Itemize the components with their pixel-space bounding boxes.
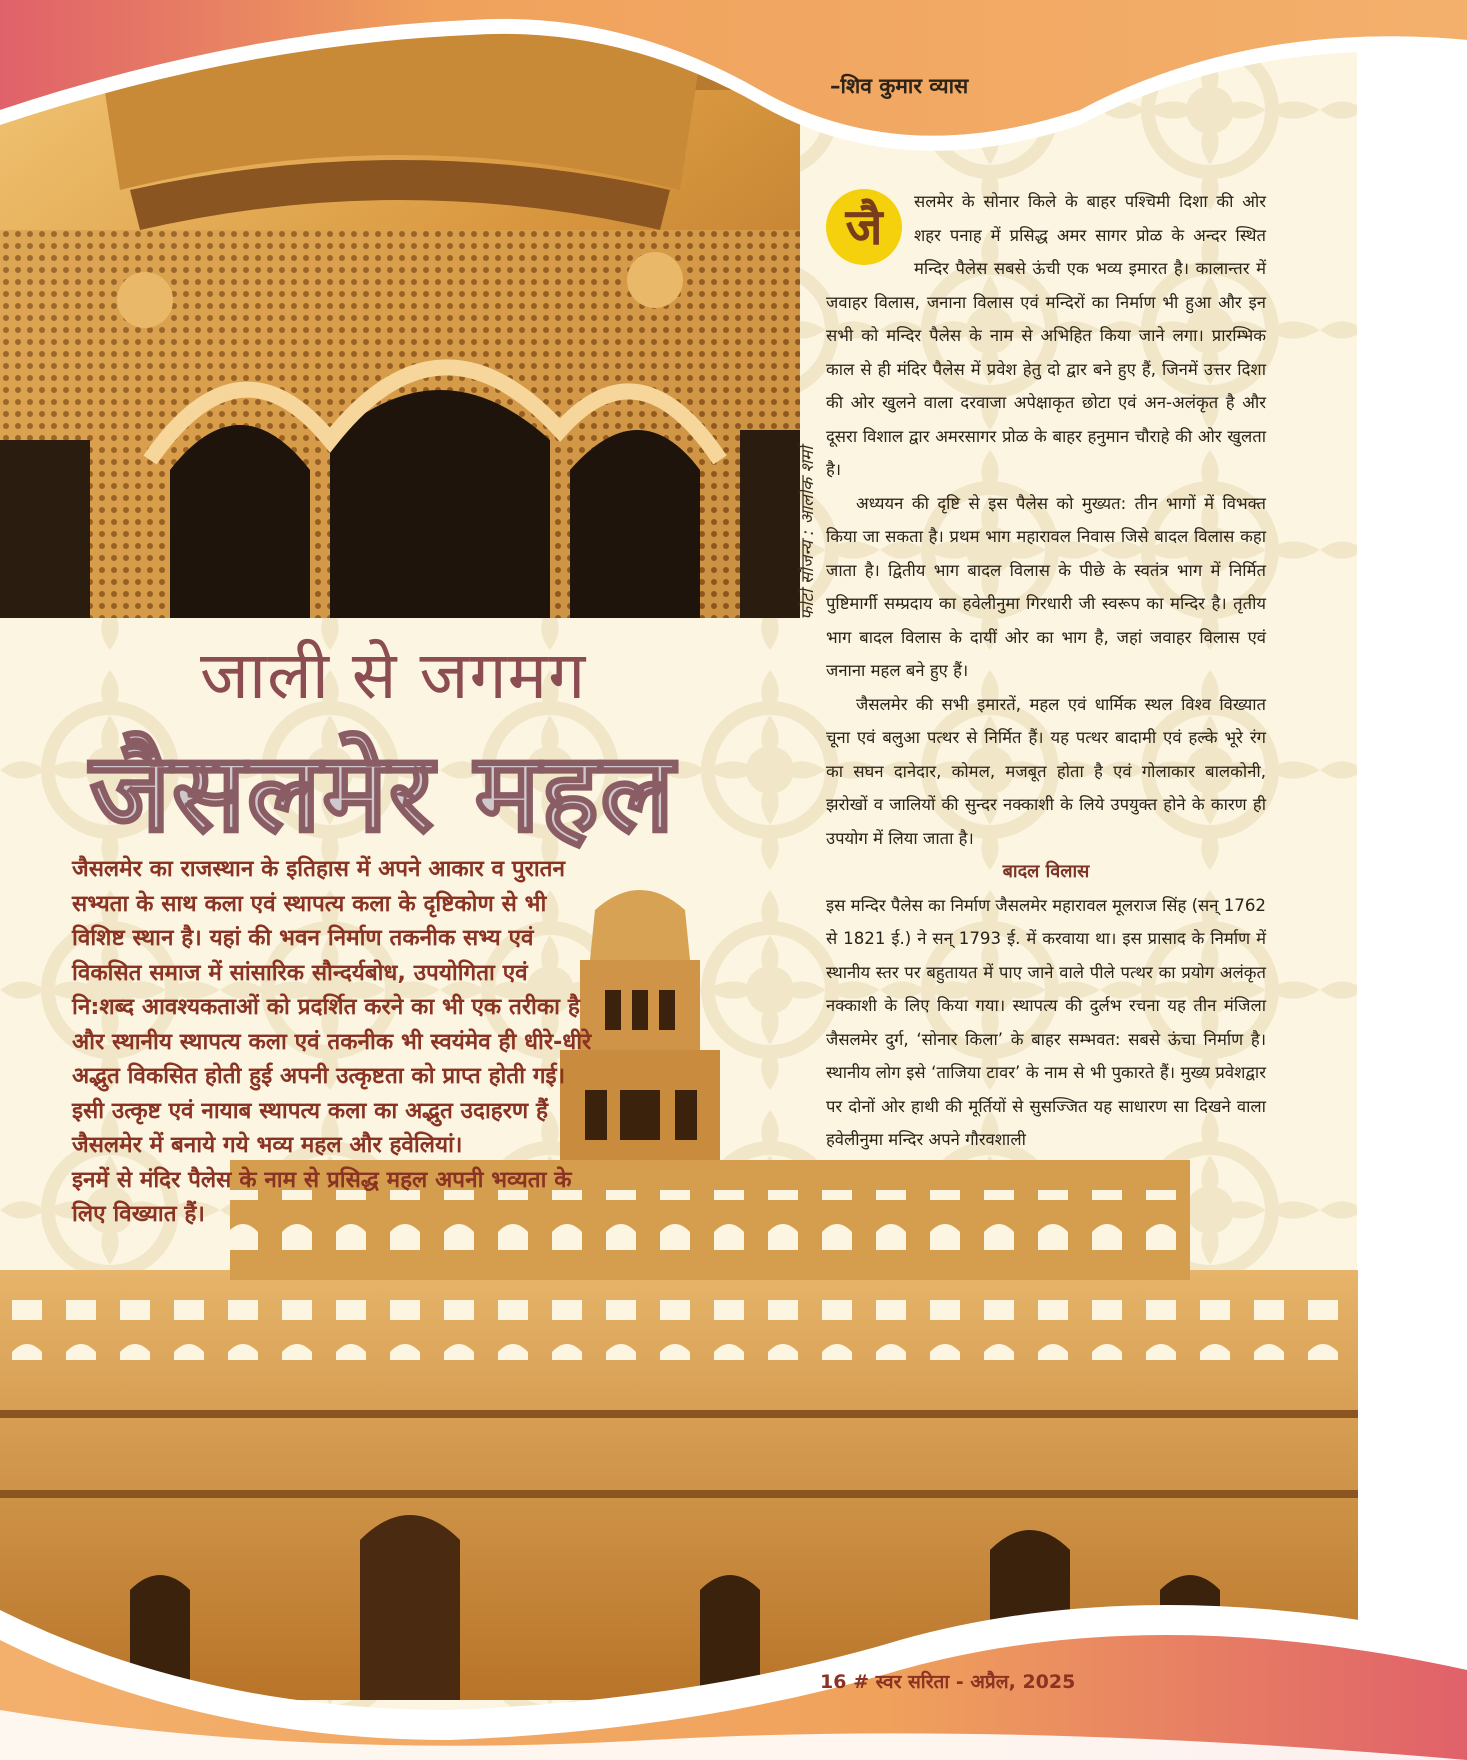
article-paragraph-1: सलमेर के सोनार किले के बाहर पश्चिमी दिशा की ओर शहर पनाह में प्रसिद्ध अमर सागर प्रोळ के अन्दर स्थित मन्दिर पैलेस सबसे ऊंची एक भव्य इमारत है। कालान्तर में जवाहर विलास, जनाना विलास एवं मन्दिरों का निर्माण भी हुआ और इन सभी को मन्दिर पैलेस के नाम से अभिहित किया जाने लगा। प्रारम्भिक काल से ही मंदिर पैलेस में प्रवेश हेतु दो द्वार बने हुए हैं, जिनमें उत्तर दिशा की ओर खुलने वाला दरवाजा अपेक्षाकृत छोटा एवं अन-अलंकृत है और दूसरा विशाल द्वार अमरसागर प्रोळ के बाहर हनुमान चौराहे की ओर खुलता है। [826, 192, 1266, 479]
bottom-decorative-wave [0, 1560, 1467, 1760]
article-paragraph-2: अध्ययन की दृष्टि से इस पैलेस को मुख्यत: तीन भागों में विभक्त किया जा सकता है। प्रथम भाग महारावल निवास जिसे बादल विलास कहा जाता है। द्वितीय भाग बादल विलास के पीछे के स्वतंत्र भाग में निर्मित पुष्टिमार्गी सम्प्रदाय का हवेलीनुमा गिरधारी जी स्वरूप का मन्दिर है। तृतीय भाग बादल विलास के दायीं ओर का भाग है, जहां जवाहर विलास एवं जनाना महल बने हुए हैं। [826, 493, 1266, 680]
issue-date: अप्रैल, 2025 [970, 1671, 1076, 1693]
footer-separator: # [853, 1671, 869, 1693]
author-byline: –शिव कुमार व्यास [830, 74, 969, 98]
article-body [826, 185, 1266, 1157]
article-paragraph-3: जैसलमेर की सभी इमारतें, महल एवं धार्मिक स्थल विश्व विख्यात चूना एवं बलुआ पत्थर से निर्मित हैं। यह पत्थर बादामी एवं हल्के भूरे रंग का सघन दानेदार, कोमल, मजबूत होता है एवं गोलाकार बालकोनी, झरोखों व जालियों की सुन्दर नक्काशी के लिये उपयुक्त होने के कारण ही उपयोग में लिया जाता है। [826, 694, 1266, 848]
section-subheading: बादल विलास [1002, 861, 1090, 882]
top-decorative-wave [0, 0, 1467, 170]
intro-paragraph: जैसलमेर का राजस्थान के इतिहास में अपने आकार व पुरातन सभ्यता के साथ कला एवं स्थापत्य कला के दृष्टिकोण से भी विशिष्ट स्थान है। यहां की भवन निर्माण तकनीक सभ्य एवं विकसित समाज में सांसारिक सौन्दर्यबोध, उपयोगिता एवं नि:शब्द आवश्यकताओं को प्रदर्शित करने का भी एक तरीका है और स्थानीय स्थापत्य कला एवं तकनीक भी स्वयंमेव ही धीरे-धीरे अद्भुत विकसित होती हुई अपनी उत्कृष्टता को प्राप्त होती गई। इसी उत्कृष्ट एवं नायाब स्थापत्य कला का अद्भुत उदाहरण हैं जैसलमेर में बनाये गये भव्य महल और हवेलियां। [72, 856, 592, 1158]
white-margin-strip [1357, 0, 1467, 1760]
intro-text [72, 852, 592, 1232]
drop-cap: जै [826, 189, 902, 265]
magazine-name: स्वर सरिता [875, 1671, 950, 1693]
intro-paragraph: इनमें से मंदिर पैलेस के नाम से प्रसिद्ध महल अपनी भव्यता के लिए विख्यात हैं। [72, 1166, 572, 1227]
page-footer [820, 1668, 1075, 1694]
title-line-1: जाली से जगमग [200, 637, 587, 714]
photo-credit: फोटो सौजन्य : आलोक शर्मा [798, 446, 818, 620]
title-line-2: जैसलमेर महल [90, 731, 676, 856]
footer-dash: - [955, 1671, 964, 1693]
article-paragraph-4: इस मन्दिर पैलेस का निर्माण जैसलमेर महारावल मूलराज सिंह (सन् 1762 से 1821 ई.) ने सन् 1793 ई. में करवाया था। इस प्रासाद के निर्माण में स्थानीय स्तर पर बहुतायत में पाए जाने वाले पीले पत्थर का प्रयोग अलंकृत नक्काशी के लिए किया गया। स्थापत्य की दुर्लभ रचना यह तीन मंजिला जैसलमेर दुर्ग, ‘सोनार किला’ के बाहर सम्भवत: सबसे ऊंचा निर्माण है। स्थानीय लोग इसे ‘ताजिया टावर’ के नाम से भी पुकारते हैं। मुख्य प्रवेशद्वार पर दोनों ओर हाथी की मूर्तियों से सुसज्जित यह साधारण सा दिखने वाला हवेलीनुमा मन्दिर अपने गौरवशाली [826, 895, 1266, 1149]
page-number: 16 [820, 1671, 847, 1693]
